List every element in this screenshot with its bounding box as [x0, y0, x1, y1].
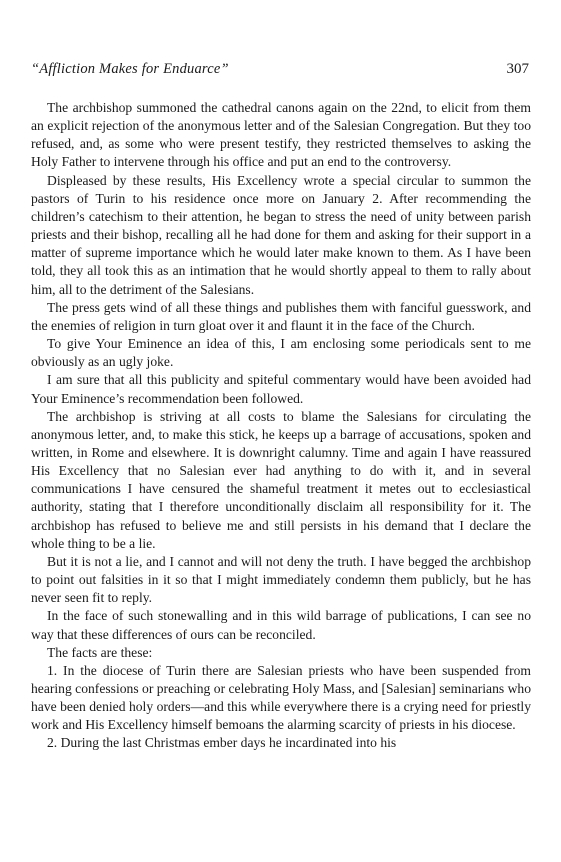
paragraph: I am sure that all this publicity and spiteful commentary would have been avoided had Your Eminence’s recommendation been followed. [31, 372, 531, 406]
paragraph: To give Your Eminence an idea of this, I am enclosing some periodicals sent to me obviously as an ugly joke. [31, 336, 531, 370]
numbered-paragraph: 1. In the diocese of Turin there are Salesian priests who have been suspended from hearing confessions or preaching or celebrating Holy Mass, and [Salesian] seminarians who have been denied holy orders—and this while everywhere there is a crying need for priestly work and His Excellency himself bemoans the alarming scarcity of priests in his diocese. [31, 662, 531, 733]
page-number: 307 [506, 61, 529, 77]
numbered-paragraph: 2. During the last Christmas ember days he incardinated into his [47, 735, 397, 751]
paragraph: The facts are these: [47, 644, 153, 660]
running-title: “Affliction Makes for Enduarce” [31, 61, 229, 77]
running-head [31, 61, 529, 81]
paragraph: The archbishop is striving at all costs to blame the Salesians for circulating the anonymous letter, and, to make this stick, he keeps up a barrage of accusations, spoken and written, in Rome and elsewhere. It is downright calumny. Time and again I have reassured His Excellency that no Salesian ever had anything to do with it, and in several communications I have censured the shameful treatment it metes out to ecclesiastical authority, stating that I therefore unconditionally disclaim all responsibility for it. The archbishop has refused to believe me and still persists in his demand that I declare the whole thing to be a lie. [31, 408, 531, 551]
paragraph: But it is not a lie, and I cannot and will not deny the truth. I have begged the archbishop to point out falsities in it so that I might immediately condemn them publicly, but he has never seen fit to reply. [31, 553, 531, 606]
paragraph: In the face of such stonewalling and in this wild barrage of publications, I can see no way that these differences of ours can be reconciled. [31, 608, 531, 642]
paragraph: The archbishop summoned the cathedral canons again on the 22nd, to elicit from them an explicit rejection of the anonymous letter and of the Salesian Congregation. But they too refused, and, as some who were present testify, they restricted themselves to asking the Holy Father to intervene through his office and put an end to the controversy. [31, 100, 531, 170]
paragraph: Displeased by these results, His Excellency wrote a special circular to summon the pastors of Turin to his residence once more on January 2. After recommending the children’s catechism to their attention, he began to stress the need of unity between parish priests and their bishop, recalling all he had done for them and asking for their support in a matter of supreme importance which he would later make known to them. As I have been told, they all took this as an intimation that he would shortly appeal to them to rally about him, all to the detriment of the Salesians. [31, 172, 531, 297]
body-text [31, 99, 531, 753]
paragraph: The press gets wind of all these things and publishes them with fanciful guesswork, and the enemies of religion in turn gloat over it and flaunt it in the face of the Church. [31, 299, 531, 333]
